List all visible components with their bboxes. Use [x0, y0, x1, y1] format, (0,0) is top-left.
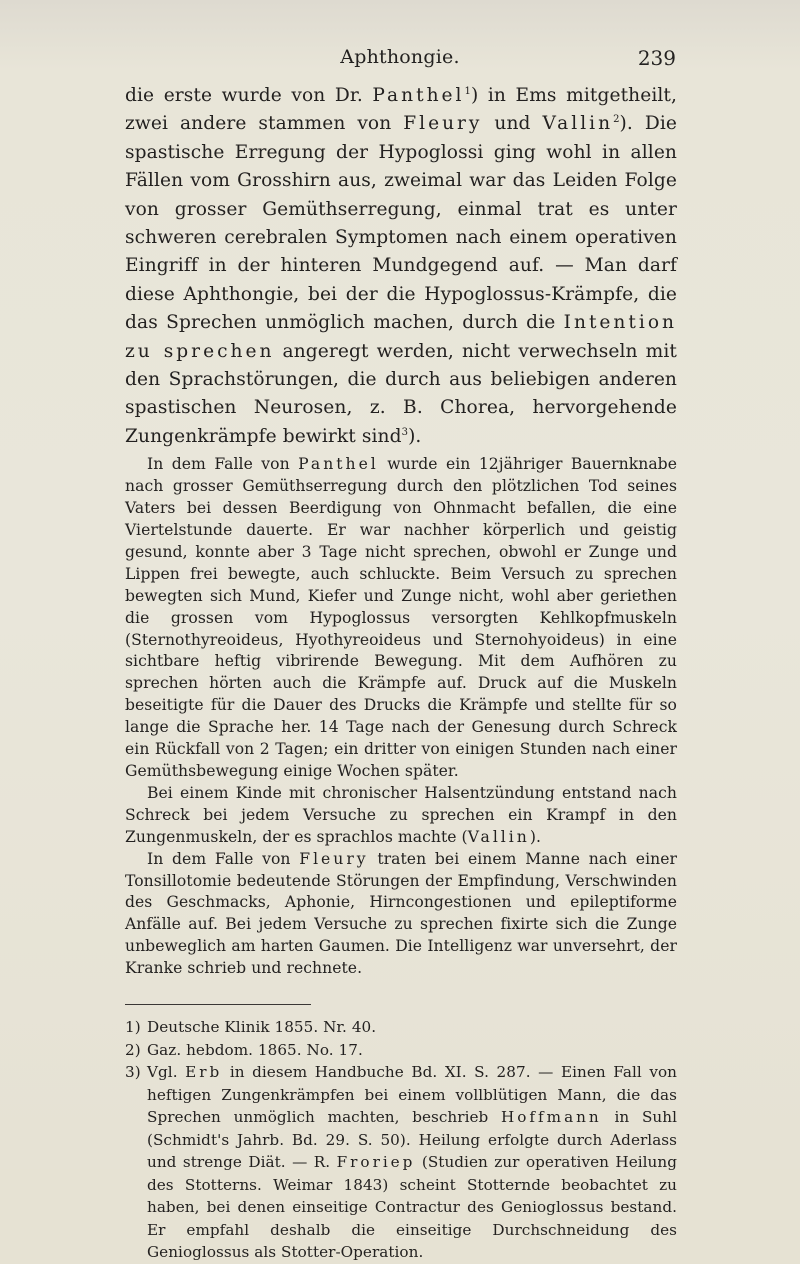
case-fleury-paragraph: [125, 849, 677, 980]
author-name: Vallin: [542, 113, 614, 135]
running-title: Aphthongie.: [340, 46, 460, 68]
text-run: in Suhl (Schmidt's Jahrb. Bd. 29. S. 50). Heilung erfolgte durch Aderlass und strenge Diät. — R.: [147, 1108, 677, 1171]
footnote-number: 2): [125, 1040, 141, 1059]
footnote-text: Deutsche Klinik 1855. Nr. 40.: [147, 1018, 377, 1036]
text-run: in diesem Handbuche Bd. XI. S. 287. — Einen Fall von heftigen Zungenkrämpfen bei einem vollblütigen Mann, die das Sprechen unmöglich machten, beschrieb: [147, 1063, 677, 1126]
author-name: Fleury: [299, 849, 369, 868]
text-run: ). Die spastische Erregung der Hypoglossi ging wohl in allen Fällen vom Grosshirn aus, zweimal war das Leiden Folge von grosser Gemüthserregung, einmal trat es unter schweren cerebralen Symptomen nach einem operativen Eingriff in der hinteren Mundgegend auf. — Man darf diese Aphthongie, bei der die Hypoglossus-Krämpfe, die das Sprechen unmöglich machen, durch die: [125, 113, 677, 334]
text-run: traten bei einem Manne nach einer Tonsillotomie bedeutende Störungen der Empfindung, Verschwinden des Geschmacks, Aphonie, Hirncongestionen und epileptiforme Anfälle auf. Bei jedem Versuche zu sprechen fixirte sich die Zunge unbeweglich am harten Gaumen. Die Intelligenz war unversehrt, der Kranke schrieb und rechnete.: [125, 849, 677, 978]
author-name: Panthel: [372, 85, 465, 106]
text-run: Bei einem Kinde mit chronischer Halsentzündung entstand nach Schreck bei jedem Versuche zu sprechen ein Krampf in den Zungenmuskeln, der es sprachlos machte (: [125, 783, 677, 846]
footnotes: [125, 1016, 677, 1264]
case-panthel-paragraph: [125, 454, 677, 783]
author-name: Erb: [185, 1063, 223, 1081]
text-run: Vgl.: [147, 1063, 186, 1081]
text-run: In dem Falle von: [147, 455, 299, 474]
text-run: ).: [529, 827, 541, 846]
footnote: [125, 1016, 677, 1039]
author-name: Hoffmann: [501, 1108, 602, 1126]
author-name: Vallin: [467, 827, 530, 846]
footnote: [125, 1039, 677, 1062]
footnote: [125, 1061, 677, 1264]
case-vallin-paragraph: [125, 783, 677, 849]
author-name: Fleury: [403, 113, 483, 135]
intro-paragraph: [125, 82, 677, 451]
footnote-number: 1): [125, 1018, 141, 1036]
footnote-number: 3): [125, 1063, 141, 1081]
text-run: die erste wurde von Dr.: [125, 85, 373, 106]
text-run: angeregt werden, nicht verwechseln mit den Sprachstörungen, die durch aus beliebigen anderen spastischen Neurosen, z. B. Chorea, hervorgehende Zungenkrämpfe bewirkt sind: [125, 340, 678, 447]
page-number: 239: [637, 46, 676, 70]
text-run: ) in Ems mitgetheilt, zwei andere stammen von: [125, 85, 677, 135]
main-text: [125, 82, 677, 980]
footnote-ref: 3: [401, 426, 409, 438]
text-run: wurde ein 12jähriger Bauernknabe nach grosser Gemüthserregung durch den plötzlichen Tod seines Vaters bei dessen Beerdigung von Ohnmacht befallen, die eine Viertelstunde dauerte. Er war nachher körperlich und geistig gesund, konnte aber 3 Tage nicht sprechen, obwohl er Zunge und Lippen frei bewegte, auch schluckte. Beim Versuch zu sprechen bewegten sich Mund, Kiefer und Zunge nicht, wohl aber geriethen die grossen vom Hypoglossus versorgten Kehlkopfmuskeln (Sternothyreoideus, Hyothyreoideus und Sternohyoideus) in eine sichtbare heftig vibrirende Bewegung. Mit dem Aufhören zu sprechen hörten auch die Krämpfe auf. Druck auf die Muskeln beseitigte für die Dauer des Drucks die Krämpfe und stellte für so lange die Sprache her. 14 Tage nach der Genesung durch Schreck ein Rückfall von 2 Tagen; ein dritter von einigen Stunden nach einer Gemüthsbewegung einige Wochen später.: [125, 455, 677, 780]
footnote-ref: 2: [613, 114, 620, 126]
text-run: und: [482, 113, 543, 135]
page-header: [0, 46, 800, 74]
emphasized-phrase: Intention zu sprechen: [125, 312, 677, 362]
author-name: Panthel: [298, 455, 379, 474]
text-run: (Studien zur operativen Heilung des Stotterns. Weimar 1843) scheint Stotternde beobachtet zu haben, bei denen einseitige Contractur des Genioglossus bestand. Er empfahl deshalb die einseitige Durchschneidung des Genioglossus als Stotter-Operation.: [147, 1153, 677, 1261]
author-name: Froriep: [336, 1153, 416, 1171]
text-run: ).: [408, 425, 422, 447]
footnote-text: Gaz. hebdom. 1865. No. 17.: [147, 1040, 363, 1059]
text-run: In dem Falle von: [147, 849, 300, 868]
footnote-ref: 1: [464, 85, 471, 97]
footnote-divider: [125, 1004, 311, 1005]
